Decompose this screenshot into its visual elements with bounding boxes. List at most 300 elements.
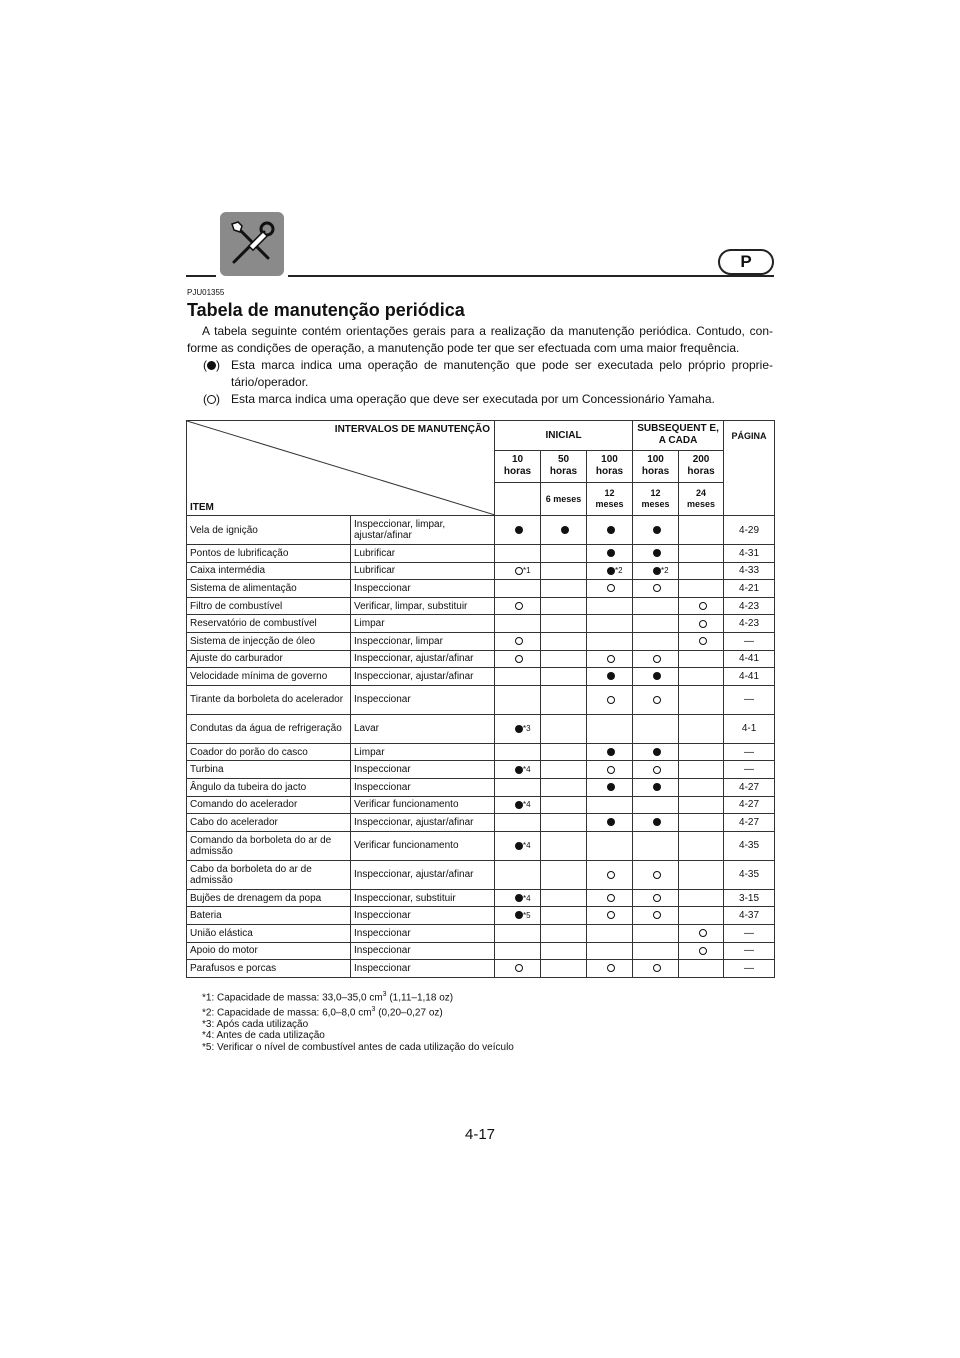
ring-icon bbox=[607, 871, 615, 879]
interval-cell bbox=[587, 650, 633, 668]
note-ref: *4 bbox=[523, 841, 531, 851]
action-cell: Inspeccionar, substituir bbox=[351, 889, 495, 907]
note-ref: *4 bbox=[523, 765, 531, 774]
table-row bbox=[187, 650, 775, 668]
page-ref-cell: 4-31 bbox=[724, 545, 775, 563]
interval-cell bbox=[633, 924, 679, 942]
legend bbox=[187, 357, 773, 408]
months-cell bbox=[495, 483, 541, 516]
filled-dot-icon bbox=[653, 567, 661, 575]
interval-cell bbox=[495, 516, 541, 545]
interval-cell bbox=[587, 796, 633, 814]
filled-dot-icon bbox=[653, 783, 661, 791]
filled-dot-icon bbox=[607, 526, 615, 534]
page-ref-cell: 4-37 bbox=[724, 907, 775, 925]
interval-cell bbox=[633, 615, 679, 633]
page-ref-cell: — bbox=[724, 942, 775, 960]
page-header: PÁGINA bbox=[724, 421, 775, 516]
footnote: *3: Após cada utilização bbox=[202, 1018, 309, 1030]
interval-cell bbox=[541, 516, 587, 545]
filled-dot-icon bbox=[607, 818, 615, 826]
page-ref-cell: 4-41 bbox=[724, 668, 775, 686]
interval-cell bbox=[679, 907, 724, 925]
action-cell: Inspeccionar bbox=[351, 907, 495, 925]
interval-cell bbox=[495, 907, 541, 925]
interval-cell bbox=[541, 924, 587, 942]
interval-cell bbox=[679, 516, 724, 545]
item-cell: Reservatório de combustível bbox=[187, 615, 351, 633]
footnotes bbox=[202, 989, 514, 1053]
interval-cell bbox=[679, 960, 724, 978]
header-rule-right bbox=[288, 275, 774, 277]
interval-cell bbox=[587, 597, 633, 615]
interval-cell bbox=[495, 714, 541, 743]
interval-cell bbox=[541, 562, 587, 580]
table-row bbox=[187, 516, 775, 545]
action-cell: Inspeccionar, limpar, ajustar/afinar bbox=[351, 516, 495, 545]
interval-cell bbox=[633, 907, 679, 925]
ring-icon bbox=[607, 964, 615, 972]
interval-cell bbox=[495, 889, 541, 907]
ring-icon bbox=[515, 602, 523, 610]
interval-cell bbox=[633, 632, 679, 650]
item-cell: Ângulo da tubeira do jacto bbox=[187, 778, 351, 796]
interval-cell bbox=[495, 545, 541, 563]
interval-cell bbox=[587, 860, 633, 889]
item-header: ITEM bbox=[190, 502, 214, 513]
page-title: Tabela de manutenção periódica bbox=[187, 300, 465, 320]
hours-cell: 10 horas bbox=[495, 450, 541, 483]
action-cell: Limpar bbox=[351, 615, 495, 633]
interval-cell bbox=[495, 650, 541, 668]
interval-cell bbox=[679, 814, 724, 832]
interval-cell bbox=[587, 580, 633, 598]
action-cell: Lubrificar bbox=[351, 562, 495, 580]
note-ref: *3 bbox=[523, 724, 531, 734]
page-ref-cell: 4-27 bbox=[724, 796, 775, 814]
hours-cell: 50 horas bbox=[541, 450, 587, 483]
page-number: 4-17 bbox=[464, 1126, 496, 1143]
page-ref-cell: 4-23 bbox=[724, 615, 775, 633]
item-cell: Velocidade mínima de governo bbox=[187, 668, 351, 686]
ring-icon bbox=[607, 584, 615, 592]
interval-cell bbox=[495, 668, 541, 686]
interval-cell bbox=[633, 761, 679, 779]
interval-cell bbox=[587, 942, 633, 960]
table-row bbox=[187, 615, 775, 633]
action-cell: Lubrificar bbox=[351, 545, 495, 563]
interval-cell bbox=[541, 580, 587, 598]
header-rule-left bbox=[186, 275, 216, 277]
action-cell: Inspeccionar bbox=[351, 942, 495, 960]
note-ref: *4 bbox=[523, 800, 531, 810]
interval-cell bbox=[495, 860, 541, 889]
interval-cell bbox=[633, 562, 679, 580]
interval-cell bbox=[541, 668, 587, 686]
filled-dot-icon bbox=[607, 748, 615, 756]
item-cell: Comando do acelerador bbox=[187, 796, 351, 814]
header-corner bbox=[187, 421, 495, 516]
page-ref-cell: 4-23 bbox=[724, 597, 775, 615]
action-cell: Inspeccionar, ajustar/afinar bbox=[351, 814, 495, 832]
note-ref: *2 bbox=[661, 566, 669, 576]
interval-cell bbox=[633, 778, 679, 796]
filled-dot-icon bbox=[515, 725, 523, 733]
interval-cell bbox=[495, 778, 541, 796]
page-ref-cell: 4-35 bbox=[724, 860, 775, 889]
interval-cell bbox=[679, 796, 724, 814]
interval-cell bbox=[495, 743, 541, 761]
filled-dot-icon bbox=[653, 818, 661, 826]
footnote: *4: Antes de cada utilização bbox=[202, 1030, 325, 1042]
interval-cell bbox=[633, 650, 679, 668]
interval-cell bbox=[495, 761, 541, 779]
months-cell: 24 meses bbox=[679, 483, 724, 516]
item-cell: Comando da borboleta do ar de admissão bbox=[187, 831, 351, 860]
page-ref-cell: — bbox=[724, 960, 775, 978]
hours-cell: 200 horas bbox=[679, 450, 724, 483]
table-row bbox=[187, 942, 775, 960]
interval-cell bbox=[587, 761, 633, 779]
intro-paragraph: A tabela seguinte contém orientações gerais para a realização da manutenção periódica. Contudo, con-forme as condições de operação, a manutenção pode ter que ser efectuada com uma maior frequência. bbox=[187, 324, 773, 355]
filled-dot-icon bbox=[515, 526, 523, 534]
interval-cell bbox=[495, 597, 541, 615]
table-row bbox=[187, 580, 775, 598]
filled-dot-icon bbox=[653, 549, 661, 557]
ring-icon bbox=[607, 696, 615, 704]
page-ref-cell: — bbox=[724, 743, 775, 761]
interval-cell bbox=[587, 668, 633, 686]
interval-cell bbox=[541, 650, 587, 668]
item-cell: Filtro de combustível bbox=[187, 597, 351, 615]
item-cell: Apoio do motor bbox=[187, 942, 351, 960]
table-row bbox=[187, 814, 775, 832]
interval-cell bbox=[679, 685, 724, 714]
interval-cell bbox=[679, 924, 724, 942]
interval-cell bbox=[633, 668, 679, 686]
filled-dot-icon bbox=[607, 783, 615, 791]
interval-cell bbox=[679, 580, 724, 598]
item-cell: Coador do porão do casco bbox=[187, 743, 351, 761]
interval-cell bbox=[495, 615, 541, 633]
item-cell: Caixa intermédia bbox=[187, 562, 351, 580]
ring-icon bbox=[699, 929, 707, 937]
interval-cell bbox=[541, 597, 587, 615]
table-row bbox=[187, 562, 775, 580]
interval-cell bbox=[633, 597, 679, 615]
filled-dot-icon bbox=[653, 748, 661, 756]
item-cell: Parafusos e porcas bbox=[187, 960, 351, 978]
interval-cell bbox=[587, 685, 633, 714]
page-ref-cell: — bbox=[724, 685, 775, 714]
ring-icon bbox=[653, 766, 661, 774]
tools-icon bbox=[220, 212, 284, 276]
ring-icon bbox=[607, 655, 615, 663]
note-ref: *1 bbox=[523, 566, 531, 576]
item-cell: Sistema de alimentação bbox=[187, 580, 351, 598]
interval-cell bbox=[633, 743, 679, 761]
table-row bbox=[187, 889, 775, 907]
legend-dot-row: ( ) Esta marca indica uma operação de manutenção que pode ser executada pelo próprio proprie-tário/operador. bbox=[203, 358, 773, 389]
ring-icon bbox=[699, 947, 707, 955]
interval-cell bbox=[679, 650, 724, 668]
action-cell: Inspeccionar bbox=[351, 685, 495, 714]
interval-cell bbox=[587, 714, 633, 743]
action-cell: Inspeccionar, ajustar/afinar bbox=[351, 860, 495, 889]
interval-cell bbox=[541, 960, 587, 978]
table-row bbox=[187, 796, 775, 814]
filled-dot-icon bbox=[515, 801, 523, 809]
interval-cell bbox=[495, 562, 541, 580]
interval-cell bbox=[495, 796, 541, 814]
subsequent-header: SUBSEQUENT E, A CADA bbox=[633, 421, 724, 451]
interval-cell bbox=[679, 714, 724, 743]
page-ref-cell: 3-15 bbox=[724, 889, 775, 907]
ring-icon bbox=[515, 637, 523, 645]
interval-cell bbox=[679, 831, 724, 860]
interval-cell bbox=[679, 632, 724, 650]
action-cell: Inspeccionar, ajustar/afinar bbox=[351, 650, 495, 668]
interval-cell bbox=[541, 889, 587, 907]
ring-icon bbox=[653, 584, 661, 592]
interval-cell bbox=[679, 597, 724, 615]
note-ref: *2 bbox=[615, 566, 623, 576]
interval-cell bbox=[587, 889, 633, 907]
interval-cell bbox=[633, 831, 679, 860]
interval-cell bbox=[633, 516, 679, 545]
interval-cell bbox=[633, 685, 679, 714]
ring-icon bbox=[515, 567, 523, 575]
interval-cell bbox=[587, 632, 633, 650]
legend-ring-row: ( ) Esta marca indica uma operação que deve ser executada por um Concessionário Yamaha. bbox=[203, 392, 715, 406]
table-row bbox=[187, 960, 775, 978]
interval-cell bbox=[541, 714, 587, 743]
filled-dot-icon bbox=[653, 526, 661, 534]
intervals-header: INTERVALOS DE MANUTENÇÃO bbox=[334, 424, 490, 435]
action-cell: Verificar funcionamento bbox=[351, 796, 495, 814]
interval-cell bbox=[587, 516, 633, 545]
interval-cell bbox=[495, 831, 541, 860]
interval-cell bbox=[633, 814, 679, 832]
item-cell: Vela de ignição bbox=[187, 516, 351, 545]
months-cell: 12 meses bbox=[633, 483, 679, 516]
interval-cell bbox=[495, 580, 541, 598]
interval-cell bbox=[541, 761, 587, 779]
interval-cell bbox=[541, 814, 587, 832]
item-cell: Bateria bbox=[187, 907, 351, 925]
item-cell: Condutas da água de refrigeração bbox=[187, 714, 351, 743]
ring-icon bbox=[607, 911, 615, 919]
ring-icon bbox=[699, 620, 707, 628]
action-cell: Inspeccionar, limpar bbox=[351, 632, 495, 650]
interval-cell bbox=[633, 580, 679, 598]
page-ref-cell: 4-41 bbox=[724, 650, 775, 668]
page-ref-cell: — bbox=[724, 632, 775, 650]
table-row bbox=[187, 597, 775, 615]
interval-cell bbox=[679, 889, 724, 907]
interval-cell bbox=[587, 615, 633, 633]
interval-cell bbox=[541, 778, 587, 796]
initial-header: INICIAL bbox=[495, 421, 633, 451]
page-ref-cell: 4-27 bbox=[724, 778, 775, 796]
ring-icon bbox=[207, 395, 216, 404]
page-ref-cell: 4-33 bbox=[724, 562, 775, 580]
interval-cell bbox=[633, 960, 679, 978]
page-ref-cell: — bbox=[724, 924, 775, 942]
interval-cell bbox=[679, 942, 724, 960]
table-row bbox=[187, 924, 775, 942]
interval-cell bbox=[679, 743, 724, 761]
filled-dot-icon bbox=[515, 766, 523, 774]
page-ref-cell: — bbox=[724, 761, 775, 779]
action-cell: Inspeccionar bbox=[351, 580, 495, 598]
table-row bbox=[187, 831, 775, 860]
hours-cell: 100 horas bbox=[587, 450, 633, 483]
table-row bbox=[187, 685, 775, 714]
item-cell: Ajuste do carburador bbox=[187, 650, 351, 668]
footnote: *5: Verificar o nível de combustível antes de cada utilização do veículo bbox=[202, 1041, 514, 1053]
item-cell: Bujões de drenagem da popa bbox=[187, 889, 351, 907]
item-cell: União elástica bbox=[187, 924, 351, 942]
action-cell: Verificar, limpar, substituir bbox=[351, 597, 495, 615]
interval-cell bbox=[495, 960, 541, 978]
ring-icon bbox=[515, 655, 523, 663]
interval-cell bbox=[633, 889, 679, 907]
action-cell: Inspeccionar, ajustar/afinar bbox=[351, 668, 495, 686]
action-cell: Verificar funcionamento bbox=[351, 831, 495, 860]
item-cell: Sistema de injecção de óleo bbox=[187, 632, 351, 650]
interval-cell bbox=[679, 860, 724, 889]
action-cell: Inspeccionar bbox=[351, 960, 495, 978]
interval-cell bbox=[541, 632, 587, 650]
interval-cell bbox=[587, 545, 633, 563]
item-cell: Cabo do acelerador bbox=[187, 814, 351, 832]
language-badge: P bbox=[718, 249, 774, 275]
interval-cell bbox=[541, 831, 587, 860]
interval-cell bbox=[679, 615, 724, 633]
filled-dot-icon bbox=[207, 361, 216, 370]
interval-cell bbox=[633, 545, 679, 563]
table-row bbox=[187, 714, 775, 743]
interval-cell bbox=[587, 960, 633, 978]
action-cell: Inspeccionar bbox=[351, 761, 495, 779]
ring-icon bbox=[699, 602, 707, 610]
note-ref: *5 bbox=[523, 910, 531, 920]
hours-cell: 100 horas bbox=[633, 450, 679, 483]
interval-cell bbox=[541, 615, 587, 633]
interval-cell bbox=[495, 924, 541, 942]
table-row bbox=[187, 907, 775, 925]
ring-icon bbox=[653, 964, 661, 972]
item-cell: Tirante da borboleta do acelerador bbox=[187, 685, 351, 714]
action-cell: Lavar bbox=[351, 714, 495, 743]
interval-cell bbox=[587, 778, 633, 796]
interval-cell bbox=[587, 924, 633, 942]
interval-cell bbox=[541, 942, 587, 960]
months-cell: 6 meses bbox=[541, 483, 587, 516]
interval-cell bbox=[633, 942, 679, 960]
page-ref-cell: 4-29 bbox=[724, 516, 775, 545]
interval-cell bbox=[633, 860, 679, 889]
interval-cell bbox=[633, 796, 679, 814]
footnote: *1: Capacidade de massa: 33,0–35,0 $cm^3$ (1,11–1,18 oz) bbox=[202, 991, 454, 1004]
table-row bbox=[187, 632, 775, 650]
interval-cell bbox=[495, 814, 541, 832]
ring-icon bbox=[607, 894, 615, 902]
filled-dot-icon bbox=[515, 894, 523, 902]
ring-icon bbox=[653, 894, 661, 902]
interval-cell bbox=[541, 796, 587, 814]
interval-cell bbox=[541, 860, 587, 889]
maintenance-table bbox=[186, 420, 775, 978]
page-ref-cell: 4-27 bbox=[724, 814, 775, 832]
interval-cell bbox=[541, 545, 587, 563]
action-cell: Limpar bbox=[351, 743, 495, 761]
interval-cell bbox=[679, 562, 724, 580]
table-row bbox=[187, 761, 775, 779]
interval-cell bbox=[587, 907, 633, 925]
footnote: *2: Capacidade de massa: 6,0–8,0 $cm^3$ (0,20–0,27 oz) bbox=[202, 1005, 443, 1019]
interval-cell bbox=[679, 778, 724, 796]
interval-cell bbox=[541, 685, 587, 714]
table-row bbox=[187, 743, 775, 761]
interval-cell bbox=[541, 743, 587, 761]
interval-cell bbox=[495, 685, 541, 714]
ring-icon bbox=[653, 911, 661, 919]
item-cell: Turbina bbox=[187, 761, 351, 779]
interval-cell bbox=[679, 761, 724, 779]
item-cell: Pontos de lubrificação bbox=[187, 545, 351, 563]
table-row bbox=[187, 668, 775, 686]
interval-cell bbox=[587, 743, 633, 761]
section-code: PJU01355 bbox=[187, 288, 225, 297]
filled-dot-icon bbox=[561, 526, 569, 534]
filled-dot-icon bbox=[515, 842, 523, 850]
note-ref: *4 bbox=[523, 893, 531, 903]
filled-dot-icon bbox=[653, 672, 661, 680]
table-row bbox=[187, 860, 775, 889]
filled-dot-icon bbox=[607, 549, 615, 557]
page-ref-cell: 4-1 bbox=[724, 714, 775, 743]
ring-icon bbox=[653, 871, 661, 879]
action-cell: Inspeccionar bbox=[351, 778, 495, 796]
page-ref-cell: 4-35 bbox=[724, 831, 775, 860]
ring-icon bbox=[653, 696, 661, 704]
filled-dot-icon bbox=[515, 911, 523, 919]
ring-icon bbox=[607, 766, 615, 774]
interval-cell bbox=[587, 814, 633, 832]
interval-cell bbox=[679, 545, 724, 563]
months-cell: 12 meses bbox=[587, 483, 633, 516]
filled-dot-icon bbox=[607, 567, 615, 575]
ring-icon bbox=[515, 964, 523, 972]
table-row bbox=[187, 545, 775, 563]
interval-cell bbox=[495, 942, 541, 960]
interval-cell bbox=[679, 668, 724, 686]
interval-cell bbox=[587, 562, 633, 580]
interval-cell bbox=[587, 831, 633, 860]
ring-icon bbox=[699, 637, 707, 645]
table-row bbox=[187, 778, 775, 796]
ring-icon bbox=[653, 655, 661, 663]
page-ref-cell: 4-21 bbox=[724, 580, 775, 598]
interval-cell bbox=[495, 632, 541, 650]
filled-dot-icon bbox=[607, 672, 615, 680]
interval-cell bbox=[633, 714, 679, 743]
item-cell: Cabo da borboleta do ar de admissão bbox=[187, 860, 351, 889]
interval-cell bbox=[541, 907, 587, 925]
action-cell: Inspeccionar bbox=[351, 924, 495, 942]
